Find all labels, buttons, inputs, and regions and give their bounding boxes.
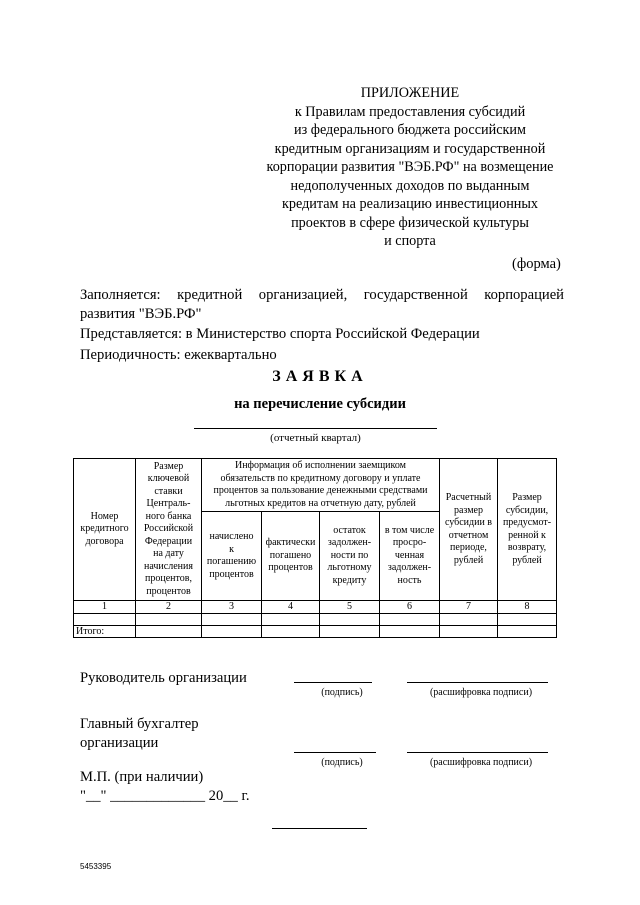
appendix-title: ПРИЛОЖЕНИЕ bbox=[360, 85, 460, 101]
table-row bbox=[74, 614, 557, 626]
filled-by-line-cont: развития "ВЭБ.РФ" bbox=[80, 305, 202, 322]
periodicity: Периодичность: ежеквартально bbox=[80, 346, 277, 363]
appendix-line: кредитам на реализацию инвестиционных bbox=[281, 196, 539, 212]
table-cell bbox=[498, 626, 557, 638]
stamp-label: М.П. (при наличии) bbox=[80, 769, 204, 785]
column-number: 8 bbox=[498, 601, 557, 614]
head-signature-line bbox=[294, 682, 372, 683]
column-number: 1 bbox=[74, 601, 136, 614]
header-paid-interest: фактически погашено процентов bbox=[262, 512, 320, 601]
head-of-organization-label: Руководитель организации bbox=[80, 670, 247, 686]
appendix-line: корпорации развития "ВЭБ.РФ" на возмещение bbox=[266, 159, 554, 175]
header-obligation-info: Информация об исполнении заемщиком обязательств по кредитному договору и уплате процентов за пользование денежными средствами льготных кредитов на отчетную дату, рублей bbox=[202, 459, 440, 512]
table-cell bbox=[380, 626, 440, 638]
form-info bbox=[80, 286, 564, 364]
column-number-row bbox=[74, 601, 557, 614]
table-cell bbox=[136, 626, 202, 638]
table-cell bbox=[262, 626, 320, 638]
table-cell bbox=[440, 626, 498, 638]
bottom-line bbox=[272, 828, 367, 829]
column-number: 2 bbox=[136, 601, 202, 614]
accountant-signature-line bbox=[294, 752, 376, 753]
submitted-to: Представляется: в Министерство спорта Российской Федерации bbox=[80, 326, 480, 342]
appendix-header bbox=[240, 84, 580, 251]
column-number: 4 bbox=[262, 601, 320, 614]
table-cell bbox=[262, 614, 320, 626]
table-cell bbox=[440, 614, 498, 626]
total-row bbox=[74, 626, 557, 638]
document-id: 5453395 bbox=[80, 862, 112, 871]
column-number: 6 bbox=[380, 601, 440, 614]
table-cell bbox=[136, 614, 202, 626]
column-number: 7 bbox=[440, 601, 498, 614]
subsidy-table bbox=[73, 458, 557, 638]
column-number: 3 bbox=[202, 601, 262, 614]
table-cell bbox=[320, 614, 380, 626]
head-signature-caption: (подпись) bbox=[321, 687, 363, 698]
filled-by-line: Заполняется: кредитной организацией, государственной корпорацией bbox=[80, 287, 564, 303]
accountant-decoding-caption: (расшифровка подписи) bbox=[429, 757, 533, 768]
quarter-fill-line bbox=[194, 428, 437, 429]
table-cell bbox=[202, 614, 262, 626]
header-refund-subsidy: Размер субсидии, предусмот- ренной к возврату, рублей bbox=[498, 459, 557, 601]
form-label: (форма) bbox=[512, 256, 561, 272]
header-contract-number: Номер кредитного договора bbox=[74, 459, 136, 601]
accountant-signature-caption: (подпись) bbox=[321, 757, 363, 768]
head-decoding-line bbox=[407, 682, 548, 683]
appendix-line: и спорта bbox=[384, 233, 436, 249]
appendix-line: из федерального бюджета российским bbox=[294, 122, 526, 138]
header-debt-balance: остаток задолжен- ности по льготному кредиту bbox=[320, 512, 380, 601]
document-title: ЗАЯВКА bbox=[272, 368, 368, 385]
header-key-rate: Размер ключевой ставки Централь- ного банка Российской Федерации на дату начисления процентов, процентов bbox=[136, 459, 202, 601]
appendix-line: кредитным организациям и государственной bbox=[274, 140, 546, 157]
table-cell bbox=[498, 614, 557, 626]
header-calculated-subsidy: Расчетный размер субсидии в отчетном периоде, рублей bbox=[440, 459, 498, 601]
table-cell bbox=[202, 626, 262, 638]
accountant-decoding-line bbox=[407, 752, 548, 753]
header-overdue-debt: в том числе просро- ченная задолжен- ность bbox=[380, 512, 440, 601]
column-number: 5 bbox=[320, 601, 380, 614]
head-decoding-caption: (расшифровка подписи) bbox=[429, 687, 533, 698]
header-accrued-interest: начислено к погашению процентов bbox=[202, 512, 262, 601]
quarter-caption: (отчетный квартал) bbox=[270, 432, 361, 444]
table-cell bbox=[74, 614, 136, 626]
appendix-line: к Правилам предоставления субсидий bbox=[294, 103, 526, 120]
total-label: Итого: bbox=[74, 626, 136, 638]
table-cell bbox=[320, 626, 380, 638]
appendix-line: проектов в сфере физической культуры bbox=[291, 214, 529, 231]
document-subtitle: на перечисление субсидии bbox=[234, 396, 406, 412]
chief-accountant-label: Главный бухгалтер организации bbox=[80, 716, 199, 751]
date-line: "__" _____________ 20__ г. bbox=[80, 788, 250, 804]
table-cell bbox=[380, 614, 440, 626]
appendix-line: недополученных доходов по выданным bbox=[290, 177, 530, 194]
